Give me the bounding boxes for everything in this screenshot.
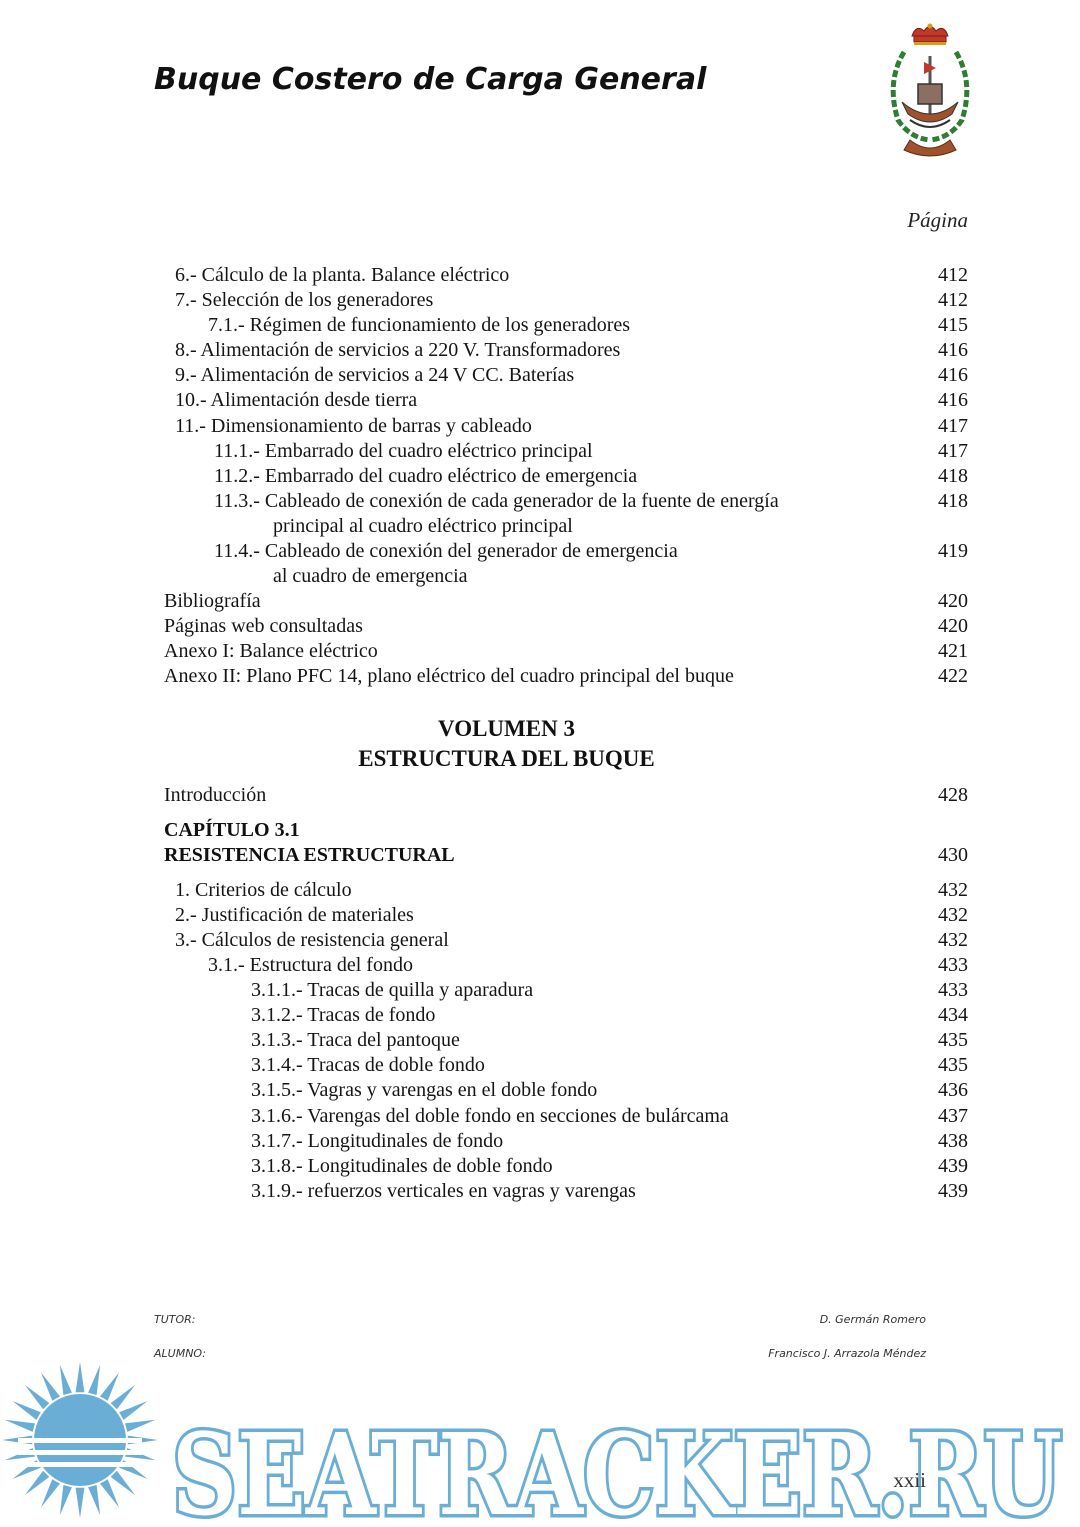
toc-entry-text: 2.- Justificación de materiales [175,904,414,926]
sun-ray [88,1365,100,1395]
toc-entry-page: 418 [938,465,968,487]
sun-ray [125,1420,155,1432]
sun-ray [76,1488,85,1518]
toc-entry-text: 3.1.3.- Traca del pantoque [251,1029,460,1051]
toc-entry-text: 1. Criterios de cálculo [175,879,352,901]
sun-ray [88,1485,100,1515]
toc-entry-text: Páginas web consultadas [164,615,363,637]
sun-ray [41,1479,60,1507]
toc-entry-page: 420 [938,590,968,612]
toc-entry-text: Introducción [164,784,267,806]
toc-entry-page: 432 [938,879,968,901]
sun-ray [41,1372,60,1400]
sun-ray [100,1372,119,1400]
toc-entry-page: 416 [938,364,968,386]
sun-ray [12,1401,40,1420]
toc-entry-text: 8.- Alimentación de servicios a 220 V. Transformadores [175,339,621,361]
toc-entry-page: 432 [938,929,968,951]
toc-entry-page: 418 [938,490,968,512]
sun-ray [111,1471,135,1495]
toc-entry-page: 439 [938,1155,968,1177]
toc-entry-text: 3.1.2.- Tracas de fondo [251,1004,436,1026]
sun-ray [25,1385,49,1409]
chapter-page: 430 [938,844,968,866]
toc-entry-text: 11.2.- Embarrado del cuadro eléctrico de emergencia [214,465,638,487]
sun-ray [5,1420,35,1432]
toc-entry-page: 422 [938,665,968,687]
toc-entry-page: 433 [938,979,968,1001]
toc-entry-text: 3.1.4.- Tracas de doble fondo [251,1054,485,1076]
toc-entry-text: 11.- Dimensionamiento de barras y cableado [175,415,532,437]
toc-entry-text: Anexo II: Plano PFC 14, plano eléctrico del cuadro principal del buque [164,665,734,687]
watermark-text: SEATRACKER.RU [172,1410,1062,1527]
toc-entry-text: 3.1.5.- Vagras y varengas en el doble fondo [251,1079,598,1101]
toc-entry-text: 11.4.- Cableado de conexión del generador de emergencia [214,540,678,562]
toc-entry-text: Anexo I: Balance eléctrico [164,640,378,662]
toc-entry-text: 3.1.1.- Tracas de quilla y aparadura [251,979,534,1001]
tutor-name: D. Germán Romero [819,1313,926,1326]
toc-entry-page: 432 [938,904,968,926]
page-number: xxii [893,1468,926,1492]
document-title: Buque Costero de Carga General [154,62,707,97]
toc-entry-text: 9.- Alimentación de servicios a 24 V CC. Baterías [175,364,575,386]
toc-entry-page: 416 [938,339,968,361]
toc-entry-continuation: principal al cuadro eléctrico principal [273,515,573,537]
sun-ray [100,1479,119,1507]
toc-entry-page: 439 [938,1180,968,1202]
volume-subtitle: ESTRUCTURA DEL BUQUE [358,746,655,771]
toc-entry-page: 420 [938,615,968,637]
toc-entry-page: 434 [938,1004,968,1026]
toc-entry-page: 435 [938,1054,968,1076]
toc-entry-text: 10.- Alimentación desde tierra [175,389,418,411]
volume-title: VOLUMEN 3 [438,716,575,741]
toc-entry-text: 6.- Cálculo de la planta. Balance eléctrico [175,264,510,286]
toc-entry-page: 433 [938,954,968,976]
toc-entry-text: 7.1.- Régimen de funcionamiento de los generadores [208,314,631,336]
toc-entry-page: 438 [938,1130,968,1152]
toc-entry-text: 3.1.- Estructura del fondo [208,954,413,976]
toc-entry-page: 436 [938,1079,968,1101]
student-label: ALUMNO: [154,1347,206,1360]
student-name: Francisco J. Arrazola Méndez [768,1347,926,1360]
sun-ray [111,1385,135,1409]
tutor-label: TUTOR: [154,1313,196,1326]
toc-entry-text: 3.- Cálculos de resistencia general [175,929,449,951]
toc-entry-page: 419 [938,540,968,562]
chapter-number: CAPÍTULO 3.1 [164,819,300,841]
toc-entry-text: 3.1.7.- Longitudinales de fondo [251,1130,504,1152]
toc-entry-page: 415 [938,314,968,336]
toc-entry-text: 7.- Selección de los generadores [175,289,434,311]
toc-entry-page: 417 [938,415,968,437]
toc-entry-page: 428 [938,784,968,806]
toc-entry-page: 412 [938,289,968,311]
toc-entry-page: 412 [938,264,968,286]
chapter-title: RESISTENCIA ESTRUCTURAL [164,844,455,866]
toc-entry-text: 11.1.- Embarrado del cuadro eléctrico principal [214,440,593,462]
sun-ray [60,1485,72,1515]
sun-ray [25,1471,49,1495]
sun-icon [2,1362,158,1518]
toc-entry-text: 3.1.9.- refuerzos verticales en vagras y varengas [251,1180,636,1202]
toc-entry-text: Bibliografía [164,590,261,612]
toc-entry-text: 3.1.6.- Varengas del doble fondo en secciones de bulárcama [251,1105,729,1127]
toc-entry-page: 421 [938,640,968,662]
sun-ray [76,1362,85,1392]
sun-ray [60,1365,72,1395]
toc-entry-continuation: al cuadro de emergencia [273,565,468,587]
sun-ray [119,1401,147,1420]
toc-entry-page: 435 [938,1029,968,1051]
watermark-logo [0,1360,1080,1527]
page-column-label: Página [907,208,968,232]
toc-entry-page: 417 [938,440,968,462]
toc-entry-text: 3.1.8.- Longitudinales de doble fondo [251,1155,553,1177]
toc-entry-text: 11.3.- Cableado de conexión de cada generador de la fuente de energía [214,490,779,512]
toc-entry-page: 416 [938,389,968,411]
naval-crest-icon [880,22,980,160]
toc-entry-page: 437 [938,1105,968,1127]
